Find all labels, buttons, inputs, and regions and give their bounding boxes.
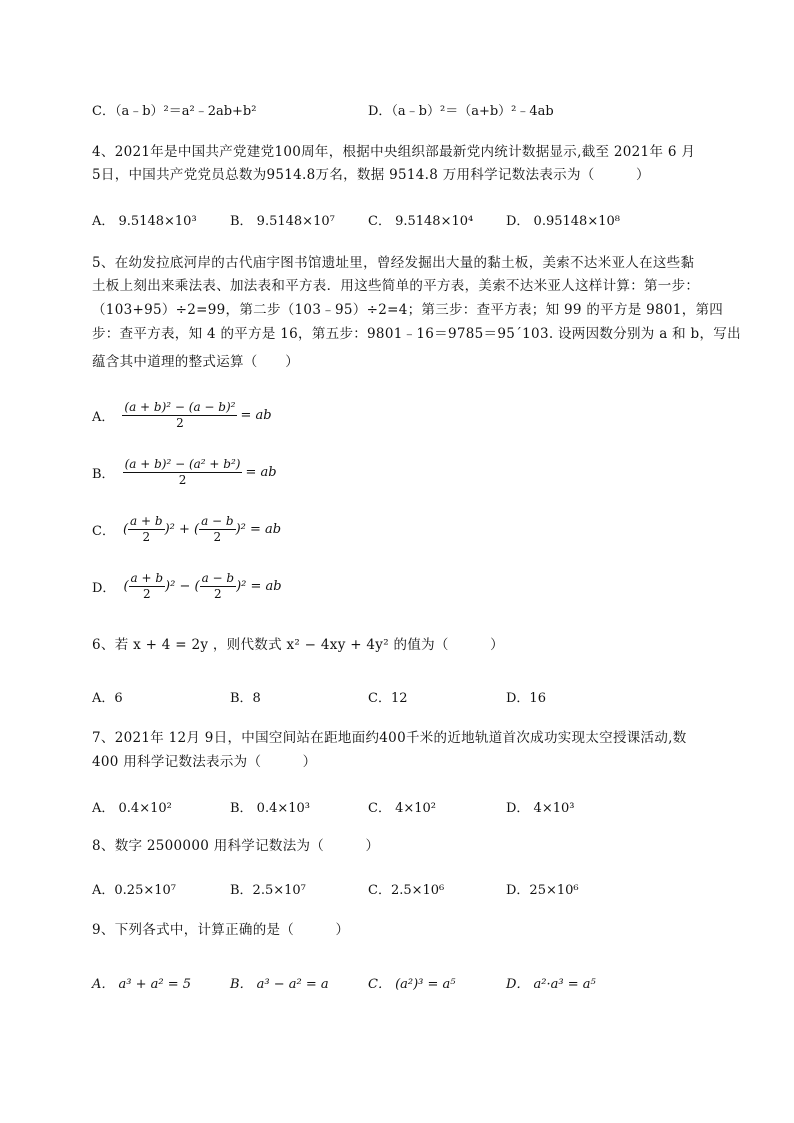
- q4-text-line1: 4、2021年是中国共产党建党100周年，根据中央组织部最新党内统计数据显示,截至 2021年 6 月: [92, 144, 696, 160]
- q5-option-c-fraction-1: [128, 514, 165, 545]
- q8-option-d[interactable]: D．25×10⁶: [506, 883, 579, 898]
- fraction-denominator: 2: [178, 473, 187, 487]
- q4-option-b[interactable]: B． 9.5148×10⁷: [230, 214, 335, 229]
- q4-options: [92, 210, 732, 230]
- q9-option-b[interactable]: B． a³ − a² = a: [230, 977, 329, 992]
- q7-option-c[interactable]: C． 4×10²: [368, 801, 436, 816]
- q9-option-a[interactable]: A． a³ + a² = 5: [92, 977, 192, 992]
- q7-text-line2: 400 用科学记数法表示为（ ）: [92, 754, 317, 770]
- q8-option-c[interactable]: C．2.5×10⁶: [368, 883, 445, 898]
- q5-option-b[interactable]: [92, 457, 277, 488]
- q5-option-d-middle: )² − (: [165, 579, 200, 594]
- q6-option-d[interactable]: D．16: [506, 691, 546, 706]
- q6-options: [92, 687, 732, 707]
- q5-option-b-fraction: [123, 457, 243, 488]
- q5-option-a[interactable]: [92, 400, 272, 431]
- q4-option-c[interactable]: C． 9.5148×10⁴: [368, 214, 474, 229]
- q5-text-line5: 蕴含其中道理的整式运算（ ）: [92, 354, 299, 370]
- paren-open: (: [122, 522, 129, 537]
- q6-option-c[interactable]: C．12: [368, 691, 408, 706]
- q7-options: [92, 797, 732, 817]
- q5-option-a-label: A．: [92, 410, 115, 425]
- q5-option-d-label: D．: [92, 581, 116, 596]
- q5-option-c-rhs: )² = ab: [235, 522, 282, 537]
- q5-option-c-middle: )² + (: [164, 522, 200, 537]
- q8-text-line1: 8、数字 2500000 用科学记数法为（ ）: [92, 838, 380, 854]
- q5-option-d-rhs: )² = ab: [236, 579, 282, 594]
- q5-option-c[interactable]: [92, 514, 281, 545]
- paren-open: (: [123, 579, 129, 594]
- q9-options: [92, 973, 732, 993]
- q4-text-line2: 5日，中国共产党党员总数为9514.8万名，数据 9514.8 万用科学记数法表示为（ ）: [92, 167, 650, 183]
- q4-option-d[interactable]: D． 0.95148×10⁸: [506, 214, 620, 229]
- fraction-denominator: 2: [176, 416, 184, 430]
- fraction-numerator: (a + b)² − (a − b)²: [124, 400, 236, 414]
- fraction-denominator: 2: [142, 587, 151, 601]
- q7-option-d[interactable]: D． 4×10³: [506, 801, 575, 816]
- fraction-numerator: a − b: [201, 514, 234, 528]
- fraction-denominator: 2: [213, 530, 222, 544]
- fraction-numerator: (a + b)² − (a² + b²): [124, 457, 241, 471]
- q7-text-line1: 7、2021年 12月 9日，中国空间站在距地面约400千米的近地轨道首次成功实现太空授课活动,数: [92, 730, 687, 746]
- q5-text-line3: （103+95）÷2=99，第二步（103﹣95）÷2=4；第三步：查平方表；知 99 的平方是 9801，第四: [92, 302, 724, 318]
- fraction-numerator: a + b: [130, 514, 163, 528]
- q3-option-c[interactable]: C．（a﹣b）²＝a²﹣2ab+b²: [92, 104, 257, 119]
- q9-option-d[interactable]: D． a²·a³ = a⁵: [506, 977, 596, 992]
- q5-option-a-rhs: = ab: [240, 408, 272, 423]
- q5-option-c-fraction-2: [199, 514, 236, 545]
- q5-text-line2: 土板上刻出来乘法表、加法表和平方表．用这些简单的平方表，美索不达米亚人这样计算：第一步：: [92, 278, 700, 294]
- q5-option-b-rhs: = ab: [245, 465, 277, 480]
- q5-option-b-label: B．: [92, 467, 115, 482]
- q5-text-line1: 5、在幼发拉底河岸的古代庙宇图书馆遗址里，曾经发掘出大量的黏土板，美索不达米亚人在这些黏: [92, 255, 695, 271]
- q5-option-a-fraction: [122, 400, 237, 431]
- q5-text-line4: 步：查平方表，知 4 的平方是 16，第五步：9801﹣16＝9785＝95´103. 设两因数分别为 a 和 b，写出: [92, 326, 741, 342]
- q5-option-c-label: C．: [92, 524, 115, 539]
- q3-options: [92, 100, 732, 120]
- q5-option-d-fraction-2: [200, 571, 237, 602]
- q4-option-a[interactable]: A． 9.5148×10³: [92, 214, 197, 229]
- fraction-denominator: 2: [142, 530, 151, 544]
- fraction-numerator: a + b: [130, 571, 164, 585]
- q8-option-b[interactable]: B．2.5×10⁷: [230, 883, 306, 898]
- q7-option-a[interactable]: A． 0.4×10²: [92, 801, 172, 816]
- q9-text-line1: 9、下列各式中，计算正确的是（ ）: [92, 922, 350, 938]
- q5-option-d-fraction-1: [129, 571, 166, 602]
- q7-option-b[interactable]: B． 0.4×10³: [230, 801, 311, 816]
- q6-option-b[interactable]: B．8: [230, 691, 261, 706]
- q8-options: [92, 879, 732, 899]
- q3-option-d[interactable]: D．（a﹣b）²＝（a+b）²﹣4ab: [368, 104, 554, 119]
- fraction-numerator: a − b: [201, 571, 235, 585]
- q8-option-a[interactable]: A．0.25×10⁷: [92, 883, 176, 898]
- q6-text-line1: 6、若 x + 4 = 2y ，则代数式 x² − 4xy + 4y² 的值为（ ）: [92, 637, 504, 653]
- q6-option-a[interactable]: A．6: [92, 691, 123, 706]
- q5-option-d[interactable]: [92, 571, 282, 602]
- fraction-denominator: 2: [214, 587, 222, 601]
- q9-option-c[interactable]: C． (a²)³ = a⁵: [368, 977, 456, 992]
